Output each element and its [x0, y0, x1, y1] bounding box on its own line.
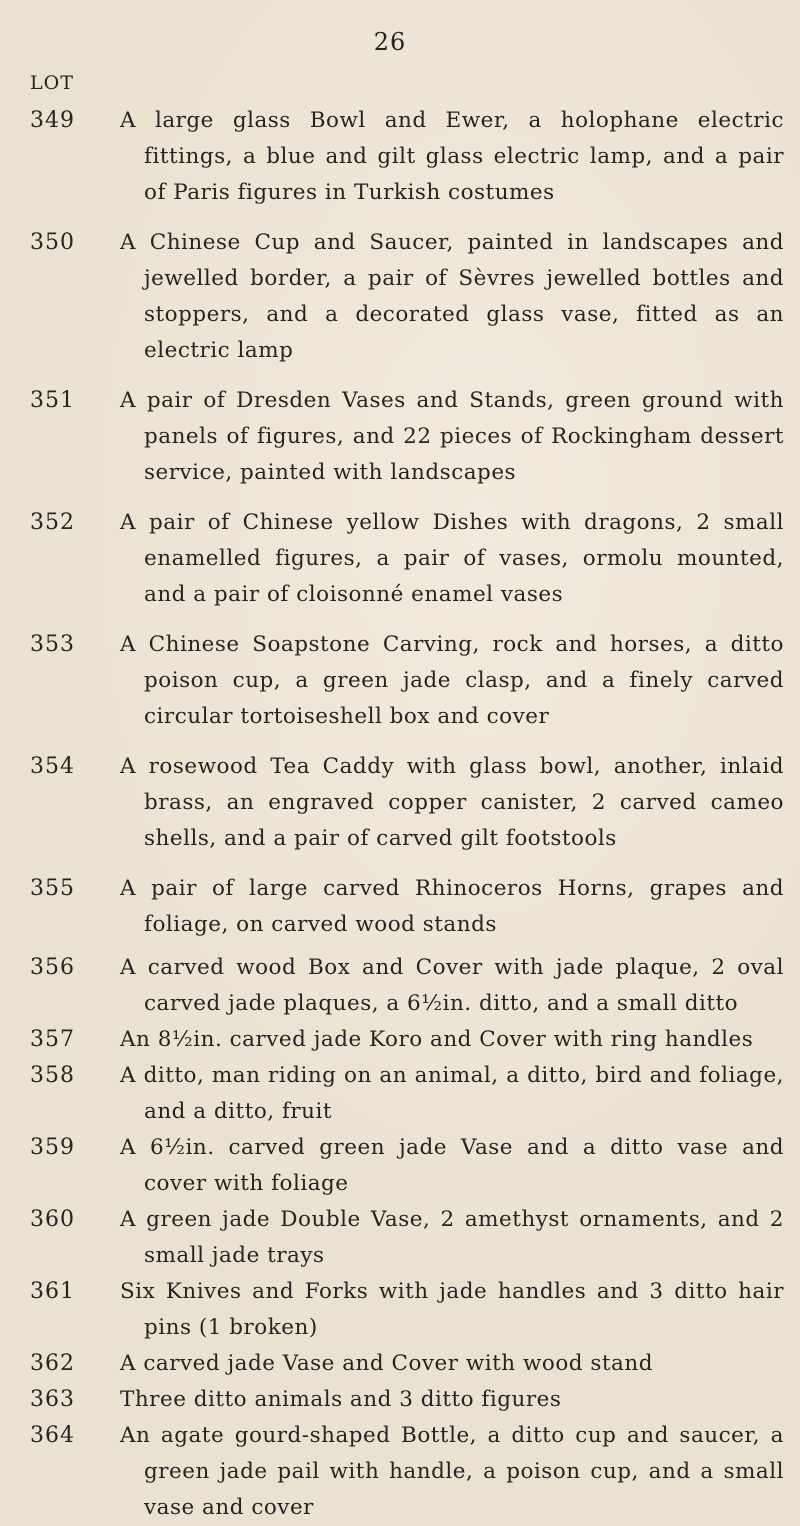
lot-entry	[0, 627, 800, 735]
lot-description: A carved wood Box and Cover with jade plaque, 2 oval carved jade plaques, a 6½in. ditto, and a small ditto	[120, 955, 784, 1016]
lot-number: 353	[30, 632, 75, 657]
lot-number: 351	[30, 388, 75, 413]
lot-column-header: LOT	[30, 72, 74, 94]
lot-entry	[0, 1382, 800, 1418]
lot-number: 355	[30, 876, 75, 901]
lot-entry	[0, 950, 800, 1022]
lot-entry	[0, 1418, 800, 1526]
lot-entry	[0, 103, 800, 211]
lot-number: 360	[30, 1207, 75, 1232]
lot-number: 363	[30, 1387, 75, 1412]
lot-description: A Chinese Cup and Saucer, painted in landscapes and jewelled border, a pair of Sèvres jewelled bottles and stoppers, and a decorated glass vase, fitted as an electric lamp	[120, 230, 784, 363]
lot-description: An agate gourd-shaped Bottle, a ditto cup and saucer, a green jade pail with handle, a poison cup, and a small vase and cover	[120, 1423, 784, 1520]
page-number: 26	[373, 28, 407, 56]
lot-number: 356	[30, 955, 75, 980]
lot-number: 362	[30, 1351, 75, 1376]
lot-entry	[0, 383, 800, 491]
lot-number: 354	[30, 754, 75, 779]
lot-description: Three ditto animals and 3 ditto figures	[120, 1387, 562, 1412]
lot-description: A green jade Double Vase, 2 amethyst ornaments, and 2 small jade trays	[120, 1207, 784, 1268]
lot-entry	[0, 1130, 800, 1202]
lot-entry	[0, 749, 800, 857]
lot-description: A carved jade Vase and Cover with wood stand	[120, 1351, 653, 1376]
lot-number: 364	[30, 1423, 75, 1448]
lot-number: 358	[30, 1063, 75, 1088]
lot-entry	[0, 1202, 800, 1274]
lot-description: A rosewood Tea Caddy with glass bowl, another, inlaid brass, an engraved copper canister, 2 carved cameo shells, and a pair of carved gilt footstools	[120, 754, 784, 851]
lot-number: 359	[30, 1135, 75, 1160]
lot-description: An 8½in. carved jade Koro and Cover with ring handles	[120, 1027, 754, 1052]
lot-description: A Chinese Soapstone Carving, rock and horses, a ditto poison cup, a green jade clasp, and a finely carved circular tortoiseshell box and cover	[120, 632, 784, 729]
lot-description: Six Knives and Forks with jade handles and 3 ditto hair pins (1 broken)	[120, 1279, 784, 1340]
lot-description: A pair of Chinese yellow Dishes with dragons, 2 small enamelled figures, a pair of vases, ormolu mounted, and a pair of cloisonné enamel vases	[120, 510, 784, 607]
lot-description: A 6½in. carved green jade Vase and a ditto vase and cover with foliage	[120, 1135, 784, 1196]
lot-description: A pair of Dresden Vases and Stands, green ground with panels of figures, and 22 pieces of Rockingham dessert service, painted with landscapes	[120, 388, 784, 485]
lot-description: A ditto, man riding on an animal, a ditto, bird and foliage, and a ditto, fruit	[120, 1063, 784, 1124]
lot-number: 350	[30, 230, 75, 255]
lot-number: 352	[30, 510, 75, 535]
lot-description: A pair of large carved Rhinoceros Horns, grapes and foliage, on carved wood stands	[120, 876, 784, 937]
lot-entry	[0, 225, 800, 369]
lot-list	[0, 103, 800, 1526]
lot-number: 361	[30, 1279, 75, 1304]
lot-entry	[0, 1346, 800, 1382]
lot-number: 349	[30, 108, 75, 133]
lot-number: 357	[30, 1027, 75, 1052]
lot-entry	[0, 1274, 800, 1346]
lot-entry	[0, 1022, 800, 1058]
lot-entry	[0, 505, 800, 613]
lot-entry	[0, 871, 800, 943]
lot-entry	[0, 1058, 800, 1130]
lot-description: A large glass Bowl and Ewer, a holophane electric fittings, a blue and gilt glass electric lamp, and a pair of Paris figures in Turkish costumes	[120, 108, 784, 205]
